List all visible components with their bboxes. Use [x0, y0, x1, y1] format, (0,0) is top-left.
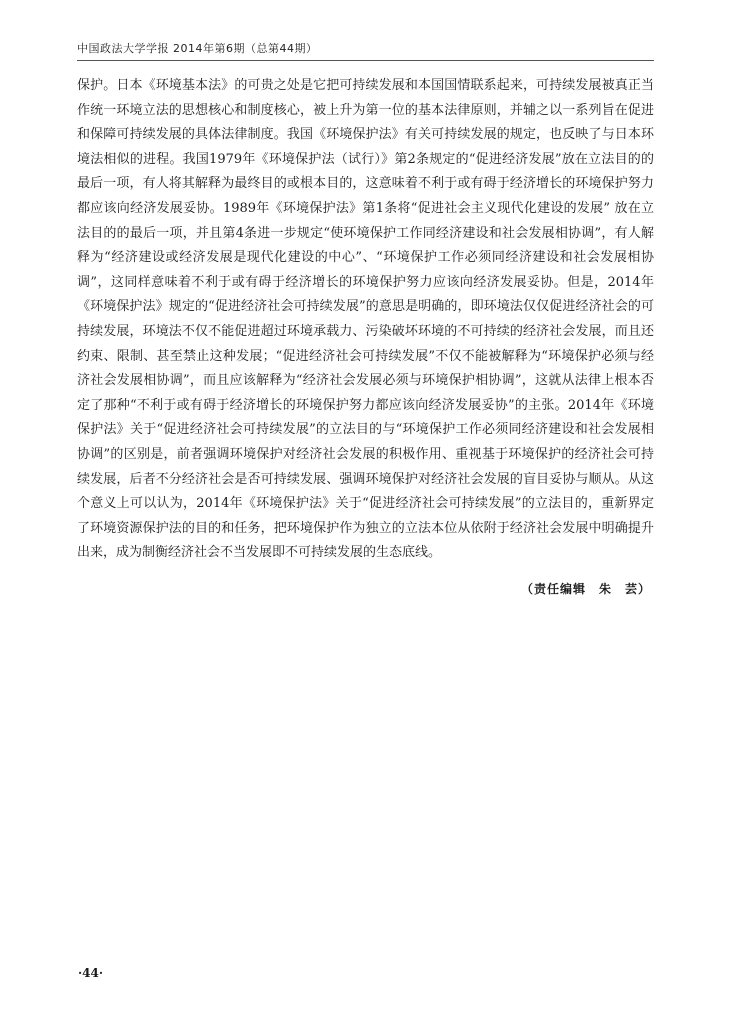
- page-number: ·44·: [78, 966, 104, 980]
- header-rule: [77, 60, 654, 61]
- editor-note: （责任编辑 朱 芸）: [520, 582, 651, 596]
- body-paragraph: 保护。日本《环境基本法》的可贵之处是它把可持续发展和本国国情联系起来，可持续发展被真正当作统一环境立法的思想核心和制度核心，被上升为第一位的基本法律原则，并辅之以一系列旨在促进和保障可持续发展的具体法律制度。我国《环境保护法》有关可持续发展的规定，也反映了与日本环境法相似的进程。我国1979年《环境保护法（试行）》第2条规定的“促进经济发展”放在立法目的的最后一项，有人将其解释为最终目的或根本目的，这意味着不利于或有碍于经济增长的环境保护努力都应该向经济发展妥协。1989年《环境保护法》第1条将“促进社会主义现代化建设的发展” 放在立法目的的最后一项，并且第4条进一步规定“使环境保护工作同经济建设和社会发展相协调”，有人解释为“经济建设或经济发展是现代化建设的中心”、“环境保护工作必须同经济建设和社会发展相协调”，这同样意味着不利于或有碍于经济增长的环境保护努力应该向经济发展妥协。但是，2014年《环境保护法》规定的“促进经济社会可持续发展”的意思是明确的，即环境法仅仅促进经济社会的可持续发展，环境法不仅不能促进超过环境承载力、污染破坏环境的不可持续的经济社会发展，而且还约束、限制、甚至禁止这种发展；“促进经济社会可持续发展”不仅不能被解释为“环境保护必须与经济社会发展相协调”，而且应该解释为“经济社会发展必须与环境保护相协调”，这就从法律上根本否定了那种“不利于或有碍于经济增长的环境保护努力都应该向经济发展妥协”的主张。2014年《环境保护法》关于“促进经济社会可持续发展”的立法目的与“环境保护工作必须同经济建设和社会发展相协调”的区别是，前者强调环境保护对经济社会发展的积极作用、重视基于环境保护的经济社会可持续发展，后者不分经济社会是否可持续发展、强调环境保护对经济社会发展的盲目妥协与顺从。从这个意义上可以认为，2014年《环境保护法》关于“促进经济社会可持续发展”的立法目的，重新界定了环境资源保护法的目的和任务，把环境保护作为独立的立法本位从依附于经济社会发展中明确提升出来，成为制衡经济社会不当发展即不可持续发展的生态底线。: [77, 78, 654, 561]
- running-header: 中国政法大学学报 2014年第6期（总第44期）: [77, 42, 318, 55]
